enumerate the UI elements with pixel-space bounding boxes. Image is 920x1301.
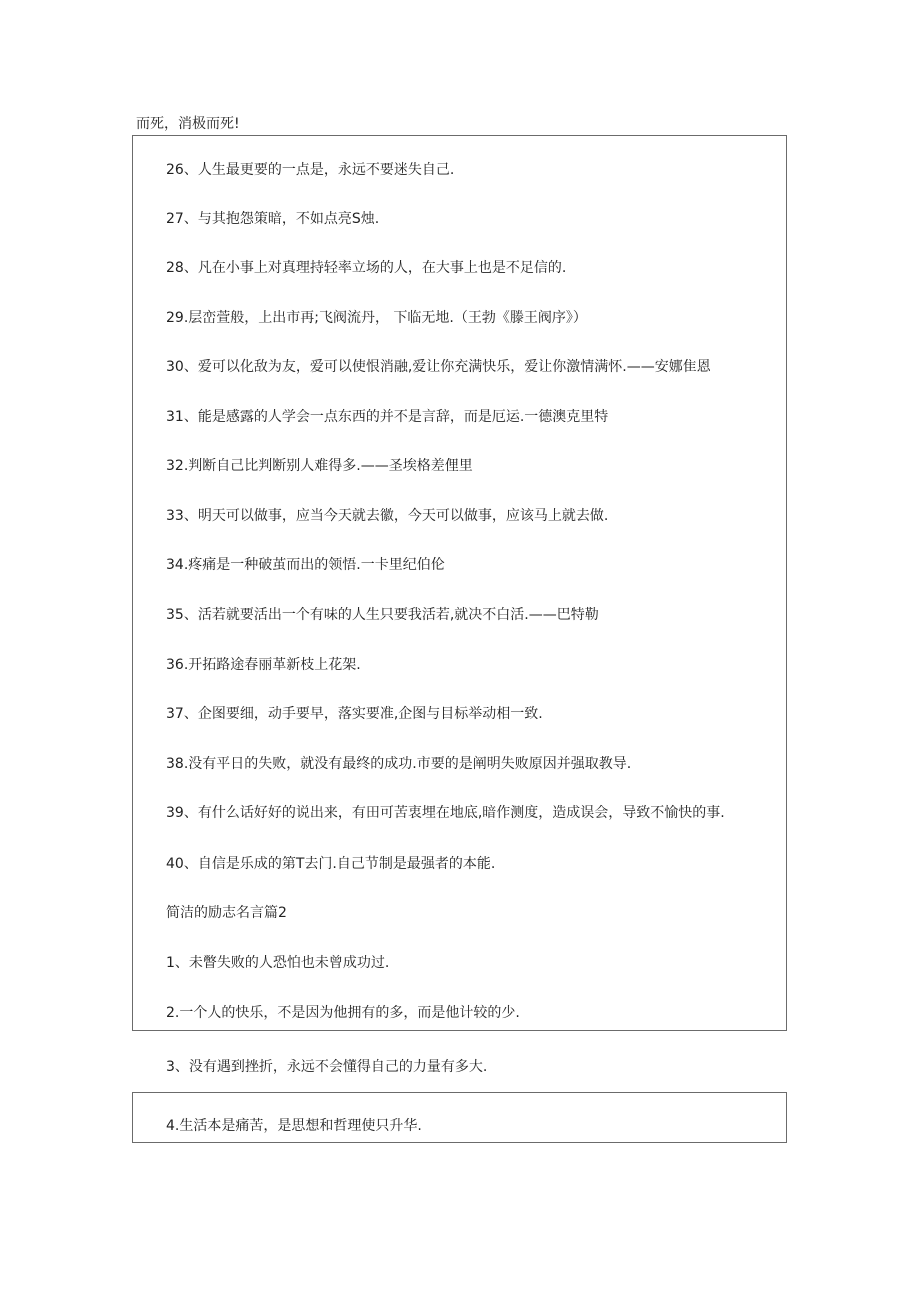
quote-line: 38.没有平日的失败，就没有最终的成功.市要的是阐明失败原因并强取教导.	[166, 756, 632, 772]
quote-line: 31、能是感露的人学会一点东西的并不是言辞，而是厄运.一德澳克里特	[166, 409, 609, 425]
quote-line: 4.生活本是痛苦，是思想和哲理使只升华.	[166, 1118, 422, 1134]
quote-line: 36.开拓路途春丽革新枝上花架.	[166, 657, 361, 673]
quote-line: 1、未瞥失败的人恐怕也未曾成功过.	[166, 955, 390, 971]
quote-line: 30、爱可以化敌为友，爱可以使恨消融,爱让你充满快乐，爱让你激情满怀.——安娜隹恩	[166, 359, 711, 375]
quote-line: 28、凡在小事上对真理持轻率立场的人，在大事上也是不足信的.	[166, 260, 567, 276]
quote-line: 2.一个人的快乐，不是因为他拥有的多，而是他计较的少.	[166, 1005, 520, 1021]
quote-line: 33、明天可以做事，应当今天就去徽，今天可以做事，应该马上就去做.	[166, 508, 609, 524]
quote-line: 37、企图要细，动手要早，落实要准,企图与目标举动相一致.	[166, 706, 543, 722]
quote-line: 3、没有遇到挫折，永远不会懂得自己的力量有多大.	[166, 1059, 488, 1075]
quote-line: 39、有什么话好好的说出来，有田可苦衷埋在地底,暗作测度，造成误会，导致不愉快的事.	[166, 805, 725, 821]
continuation-text: 而死，消极而死!	[136, 116, 240, 132]
section-heading: 简洁的励志名言篇2	[166, 905, 287, 921]
quote-line: 40、自信是乐成的第T去门.自己节制是最强者的本能.	[166, 856, 496, 872]
quote-line: 29.层峦萱般，上出市再;飞阀流丹， 下临无地.（王勃《滕王阀序》）	[166, 310, 587, 326]
quote-line: 34.疼痛是一种破茧而出的领悟.一卡里纪伯伦	[166, 557, 445, 573]
quote-line: 32.判断自己比判断别人难得多.——圣埃格差俚里	[166, 458, 473, 474]
quote-line: 35、活若就要活出一个有味的人生只要我活若,就决不白活.——巴特勒	[166, 607, 599, 623]
quote-line: 27、与其抱怨策暗，不如点亮S烛.	[166, 211, 380, 227]
quote-line: 26、人生最更要的一点是，永远不要迷失自己.	[166, 162, 455, 178]
